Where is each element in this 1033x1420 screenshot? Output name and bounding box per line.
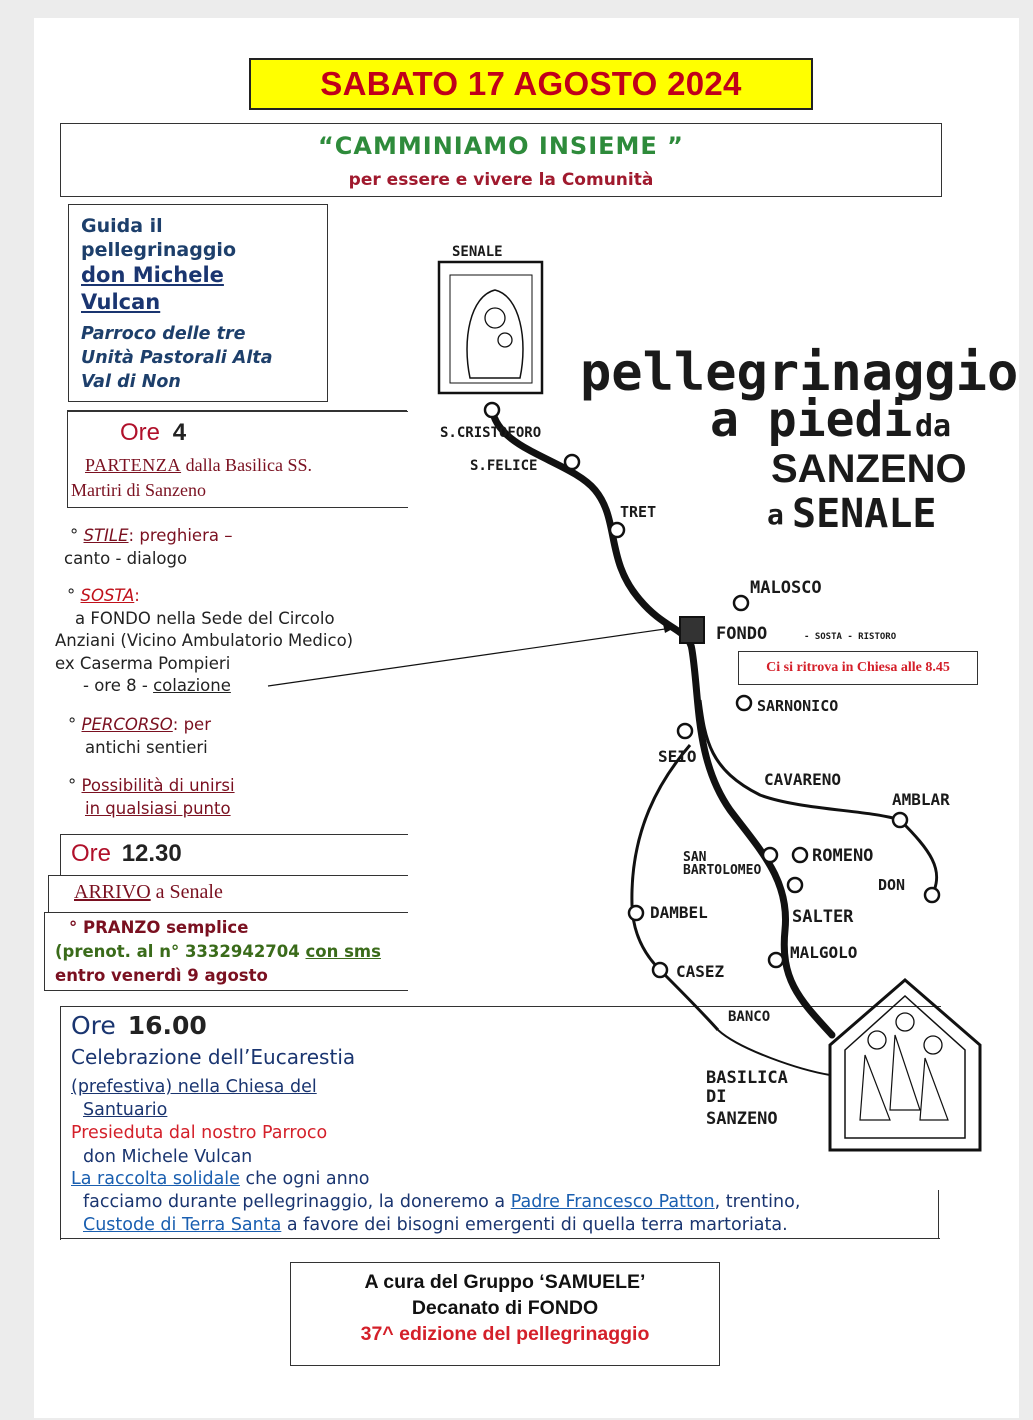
place-romeno: ROMENO <box>812 846 874 866</box>
lunch-sms: con sms <box>305 942 381 961</box>
stop-line-3: ex Caserma Pompieri <box>55 653 231 673</box>
map-title-3: SANZENO <box>771 447 967 491</box>
bullet: ° <box>70 526 79 545</box>
node-felice <box>565 455 579 469</box>
saint-icon-1 <box>868 1031 886 1049</box>
node-tret <box>610 523 624 537</box>
stop-label: SOSTA <box>80 586 135 605</box>
place-fondo: FONDO <box>716 624 768 644</box>
route-text-2: antichi sentieri <box>85 737 208 757</box>
madonna-icon <box>467 290 523 378</box>
collection-text-2: facciamo durante pellegrinaggio, la doneremo a <box>83 1192 511 1212</box>
branch-don <box>900 820 937 895</box>
mass-prefestiva: (prefestiva) nella Chiesa del <box>71 1077 317 1097</box>
map-title-2b: da <box>915 409 952 444</box>
place-amblar: AMBLAR <box>892 790 950 809</box>
stop-colon: : <box>134 586 140 605</box>
bullet: ° <box>68 715 77 734</box>
node-cristoforo <box>485 403 499 417</box>
ore-value: 16.00 <box>127 1011 207 1040</box>
node-dambel <box>629 906 643 920</box>
ore-value: 12.30 <box>121 840 182 867</box>
saint-icon-3 <box>924 1036 942 1054</box>
collection-text: che ogni anno <box>239 1169 370 1189</box>
branch-seio-dambel-casez <box>632 745 718 1030</box>
place-salter: SALTER <box>792 907 854 927</box>
mass-title: Celebrazione dell’Eucarestia <box>71 1045 356 1069</box>
map-title-2: a piedi <box>710 392 913 448</box>
guide-role-2: Unità Pastorali Alta <box>81 348 273 368</box>
place-don: DON <box>878 876 906 894</box>
stop-time: - ore 8 - <box>83 676 154 695</box>
place-fondo-note: - SOSTA - RISTORO <box>804 632 897 642</box>
place-dambel: DAMBEL <box>650 903 708 922</box>
node-malgolo <box>769 953 783 967</box>
join-text-2: in qualsiasi punto <box>85 798 231 818</box>
guide-label-1: Guida il <box>81 215 163 237</box>
branch-cavareno-amblar <box>700 700 900 820</box>
style-text-2: canto - dialogo <box>64 548 188 568</box>
place-basilica-3: SANZENO <box>706 1109 778 1129</box>
partenza-label: PARTENZA <box>85 455 182 475</box>
node-san-bartolomeo <box>763 848 777 862</box>
collection-recipient: Padre Francesco Patton <box>510 1192 715 1212</box>
join-text-1: Possibilità di unirsi <box>81 776 235 795</box>
partenza-text: dalla Basilica SS. <box>181 455 313 475</box>
node-don <box>925 888 939 902</box>
event-title: “CAMMINIAMO INSIEME ” <box>318 132 684 160</box>
place-banco: BANCO <box>728 1009 771 1025</box>
mass-priest: don Michele Vulcan <box>83 1147 253 1167</box>
ore-value: 4 <box>172 419 187 446</box>
lunch-phone: (prenot. al n° 3332942704 <box>55 942 306 961</box>
ore-label: Ore <box>71 840 112 867</box>
place-senale: SENALE <box>452 244 503 260</box>
ore-label: Ore <box>120 419 161 446</box>
place-seio: SEIO <box>658 747 697 766</box>
place-felice: S.FELICE <box>470 458 538 474</box>
arrival-text: a Senale <box>150 881 223 903</box>
fondo-marker <box>680 617 704 643</box>
node-malosco <box>734 596 748 610</box>
collection-text-4: a favore dei bisogni emergenti di quella terra martoriata. <box>281 1215 788 1235</box>
place-tret: TRET <box>620 503 657 521</box>
map-title-4b: SENALE <box>792 491 937 537</box>
footer-line-3: 37^ edizione del pellegrinaggio <box>360 1323 650 1345</box>
node-amblar <box>893 813 907 827</box>
arrival-label: ARRIVO <box>74 881 151 903</box>
child-head <box>498 333 512 347</box>
node-romeno <box>793 848 807 862</box>
route-text-1: : per <box>172 715 211 734</box>
place-malosco: MALOSCO <box>750 578 822 598</box>
route-label: PERCORSO <box>81 715 173 734</box>
footer-line-2: Decanato di FONDO <box>411 1297 599 1319</box>
guide-role-3: Val di Non <box>81 372 181 392</box>
collection-label: La raccolta solidale <box>71 1169 240 1189</box>
lunch-title: ° PRANZO semplice <box>69 918 249 937</box>
node-salter <box>788 878 802 892</box>
style-text-1: : preghiera – <box>128 526 233 545</box>
mass-santuario: Santuario <box>83 1100 168 1120</box>
madonna-head <box>485 308 505 328</box>
departure-line-2: Martiri di Sanzeno <box>71 480 206 500</box>
bullet: ° <box>68 776 77 795</box>
guide-name-1: don Michele <box>81 263 224 287</box>
saint-icon-2 <box>896 1013 914 1031</box>
lunch-line-3: entro venerdì 9 agosto <box>55 966 268 985</box>
place-casez: CASEZ <box>676 962 725 981</box>
stop-colazione: colazione <box>153 676 231 695</box>
guide-role-1: Parroco delle tre <box>81 324 246 344</box>
collection-text-3: , trentino, <box>714 1192 801 1212</box>
place-malgolo: MALGOLO <box>790 943 858 962</box>
event-subtitle: per essere e vivere la Comunità <box>348 170 654 190</box>
map-title-4: a <box>767 498 784 531</box>
sosta-arrow-line <box>268 628 672 686</box>
place-basilica-1: BASILICA <box>706 1068 788 1088</box>
stop-line-1: a FONDO nella Sede del Circolo <box>75 608 335 628</box>
place-cristoforo: S.CRISTOFORO <box>440 425 542 441</box>
fondo-note-box <box>738 651 978 685</box>
place-cavareno: CAVARENO <box>764 770 842 789</box>
place-sarnonico: SARNONICO <box>757 697 839 715</box>
place-bartolomeo: BARTOLOMEO <box>683 863 762 878</box>
mass-presided: Presieduta dal nostro Parroco <box>71 1123 328 1143</box>
collection-custode: Custode di Terra Santa <box>83 1215 282 1235</box>
node-sarnonico <box>737 696 751 710</box>
divider <box>67 410 407 411</box>
place-san: SAN <box>683 850 707 865</box>
map-title-1: pellegrinaggio <box>580 343 1019 403</box>
ore-label: Ore <box>71 1011 116 1040</box>
fondo-note-text: Ci si ritrova in Chiesa alle 8.45 <box>766 660 950 675</box>
node-seio <box>678 724 692 738</box>
bullet: ° <box>67 586 76 605</box>
style-label: STILE <box>83 526 129 545</box>
place-basilica-2: DI <box>706 1087 727 1107</box>
event-date-banner: SABATO 17 AGOSTO 2024 <box>249 58 813 110</box>
footer-line-1: A cura del Gruppo ‘SAMUELE’ <box>364 1271 646 1293</box>
node-casez <box>653 963 667 977</box>
guide-name-2: Vulcan <box>81 290 161 314</box>
guide-label-2: pellegrinaggio <box>81 239 236 261</box>
stop-line-2: Anziani (Vicino Ambulatorio Medico) <box>55 631 354 650</box>
